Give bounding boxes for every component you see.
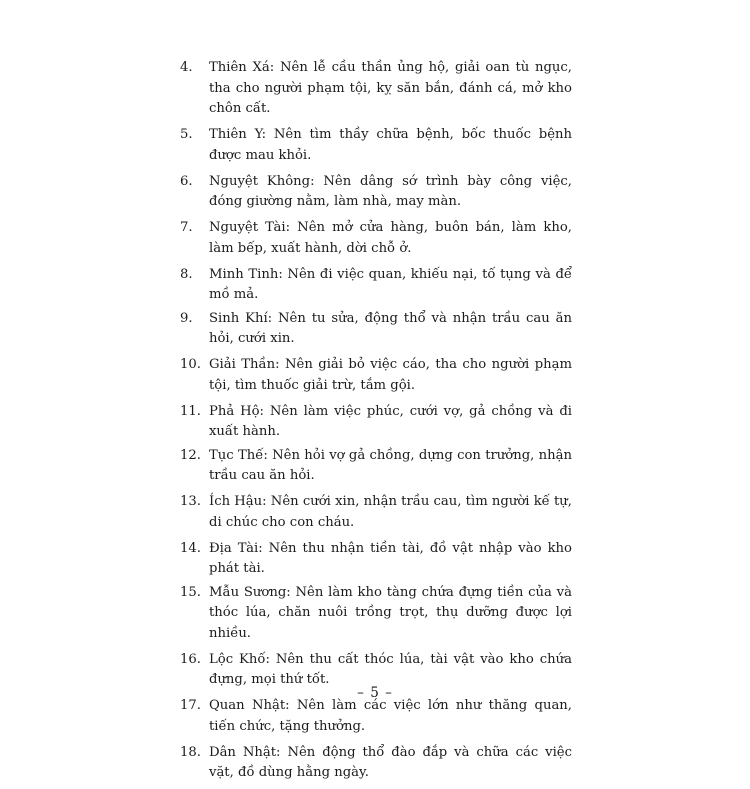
entry-number: 14. xyxy=(180,540,201,556)
entry-text: Mẫu Sương: Nên làm kho tàng chứa đựng tiền của và thóc lúa, chăn nuôi trồng trọt, thụ dưỡng được lợi nhiều. xyxy=(209,584,572,641)
list-item xyxy=(180,583,572,645)
list-item xyxy=(180,125,572,166)
entry-text: Lộc Khố: Nên thu cất thóc lúa, tài vật vào kho chứa đựng, mọi thứ tốt. xyxy=(209,651,572,687)
list-item xyxy=(180,539,572,580)
entry-number: 16. xyxy=(180,651,201,667)
list-item xyxy=(180,355,572,396)
page-number: – 5 – xyxy=(357,685,393,701)
entry-number: 4. xyxy=(180,60,193,75)
entry-number: 10. xyxy=(180,357,201,372)
entry-number: 6. xyxy=(180,173,193,189)
entry-text: Địa Tài: Nên thu nhận tiền tài, đồ vật nhập vào kho phát tài. xyxy=(209,540,572,576)
list-item xyxy=(180,743,572,784)
entry-text: Nguyệt Tài: Nên mở cửa hàng, buôn bán, làm kho, làm bếp, xuất hành, dời chỗ ở. xyxy=(209,220,572,256)
entry-number: 11. xyxy=(180,403,201,419)
list-item xyxy=(180,309,572,350)
entry-number: 18. xyxy=(180,744,201,760)
list-item xyxy=(180,446,572,487)
entry-number: 5. xyxy=(180,127,193,142)
list-item xyxy=(180,696,572,737)
list-item xyxy=(180,492,572,533)
entry-text: Quan Nhật: Nên làm các việc lớn như thăng quan, tiến chức, tặng thưởng. xyxy=(209,698,572,734)
entry-number: 13. xyxy=(180,494,201,509)
list-item xyxy=(180,58,572,120)
entry-text: Thiên Xá: Nên lễ cầu thần ủng hộ, giải oan tù ngục, tha cho người phạm tội, kỵ săn bắn, đánh cá, mở kho chôn cất. xyxy=(209,60,572,116)
entry-text: Nguyệt Không: Nên dâng sớ trình bày công việc, đóng giường nằm, làm nhà, may màn. xyxy=(209,173,572,209)
entry-text: Tục Thế: Nên hỏi vợ gả chồng, dựng con trưởng, nhận trầu cau ăn hỏi. xyxy=(209,447,572,483)
entry-text: Giải Thần: Nên giải bỏ việc cáo, tha cho người phạm tội, tìm thuốc giải trừ, tắm gội. xyxy=(209,357,572,393)
list-item xyxy=(180,172,572,213)
entry-number: 8. xyxy=(180,266,193,282)
entry-number: 7. xyxy=(180,220,193,235)
entry-text: Minh Tinh: Nên đi việc quan, khiếu nại, tố tụng và để mồ mả. xyxy=(209,266,572,302)
entry-text: Sinh Khí: Nên tu sửa, động thổ và nhận trầu cau ăn hỏi, cưới xin. xyxy=(209,310,572,346)
entry-number: 9. xyxy=(180,310,193,326)
entry-number: 17. xyxy=(180,698,201,713)
entry-number: 15. xyxy=(180,584,201,600)
list-item xyxy=(180,265,572,306)
entry-text: Phả Hộ: Nên làm việc phúc, cưới vợ, gả chồng và đi xuất hành. xyxy=(209,403,572,439)
list-item xyxy=(180,402,572,443)
list-item xyxy=(180,218,572,259)
entry-text: Dân Nhật: Nên động thổ đào đắp và chữa các việc vặt, đồ dùng hằng ngày. xyxy=(209,744,572,780)
entry-text: Thiên Y: Nên tìm thầy chữa bệnh, bốc thuốc bệnh được mau khỏi. xyxy=(209,127,572,163)
entry-text: Ích Hậu: Nên cưới xin, nhận trầu cau, tìm người kế tự, di chúc cho con cháu. xyxy=(209,494,572,530)
entry-list xyxy=(180,58,572,789)
entry-number: 12. xyxy=(180,447,201,463)
